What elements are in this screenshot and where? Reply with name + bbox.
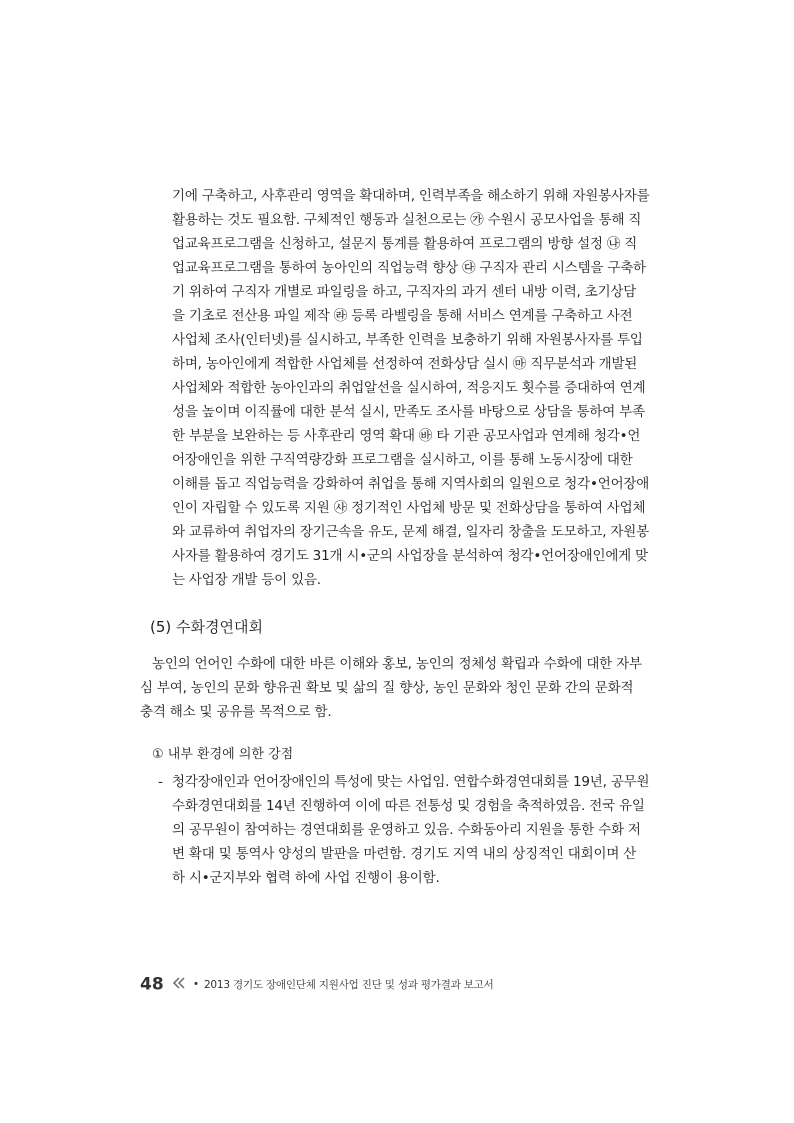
- text-line: 농인의 언어인 수화에 대한 바른 이해와 홍보, 농인의 정체성 확립과 수화에 대한 자부: [152, 656, 642, 672]
- text-line: 한 부분을 보완하는 등 사후관리 영역 확대 ㉳ 타 기관 공모사업과 연계해 청각•언: [172, 428, 641, 444]
- text-line: 는 사업장 개발 등이 있음.: [172, 572, 321, 588]
- text-line: 을 기초로 전산용 파일 제작 ㉱ 등록 라벨링을 통해 서비스 연계를 구축하고 사전: [172, 308, 633, 324]
- text-line: 기 위하여 구직자 개별로 파일링을 하고, 구직자의 과거 센터 내방 이력, 초기상담: [172, 284, 637, 300]
- dash-bullet: -: [158, 774, 163, 790]
- text-line: 하 시•군지부와 협력 하에 사업 진행이 용이함.: [172, 870, 440, 886]
- text-line: 사업체 조사(인터넷)를 실시하고, 부족한 인력을 보충하기 위해 자원봉사자를 투입: [172, 332, 643, 348]
- text-line: 인이 자립할 수 있도록 지원 ㉴ 정기적인 사업체 방문 및 전화상담을 통하여 사업체: [172, 500, 646, 516]
- text-line: 수화경연대회를 14년 진행하여 이에 따른 전통성 및 경험을 축적하였음. 전국 유일: [172, 798, 645, 814]
- text-line: 성을 높이며 이직률에 대한 분석 실시, 만족도 조사를 바탕으로 상담을 통하여 부족: [172, 404, 645, 420]
- section-heading: (5) 수화경연대회: [150, 618, 263, 636]
- text-line: 사업체와 적합한 농아인과의 취업알선을 실시하여, 적응지도 횟수를 증대하여 연계: [172, 380, 646, 396]
- text-line: 변 확대 및 통역사 양성의 발판을 마련함. 경기도 지역 내의 상징적인 대회이며 산: [172, 846, 637, 862]
- text-line: 충격 해소 및 공유를 목적으로 함.: [140, 704, 332, 720]
- subheading: ① 내부 환경에 의한 강점: [152, 747, 294, 762]
- page-footer: [140, 974, 494, 995]
- text-line: 기에 구축하고, 사후관리 영역을 확대하며, 인력부족을 해소하기 위해 자원봉사자를: [172, 188, 650, 204]
- text-line: 청각장애인과 언어장애인의 특성에 맞는 사업임. 연합수화경연대회를 19년, 공무원: [172, 774, 650, 790]
- text-line: 이해를 돕고 직업능력을 강화하여 취업을 통해 지역사회의 일원으로 청각•언어장애: [172, 476, 650, 492]
- text-line: 의 공무원이 참여하는 경연대회를 운영하고 있음. 수화동아리 지원을 통한 수화 저: [172, 822, 641, 838]
- text-line: 어장애인을 위한 구직역량강화 프로그램을 실시하고, 이를 통해 노동시장에 대한: [172, 452, 633, 468]
- chevron-left-icon: [172, 975, 186, 994]
- page-number: 48: [140, 974, 164, 995]
- text-line: 와 교류하여 취업자의 장기근속을 유도, 문제 해결, 일자리 창출을 도모하고, 자원봉: [172, 524, 649, 540]
- text-line: 사자를 활용하여 경기도 31개 시•군의 사업장을 분석하여 청각•언어장애인에게 맞: [172, 548, 648, 564]
- text-line: 심 부여, 농인의 문화 향유권 확보 및 삶의 질 향상, 농인 문화와 청인 문화 간의 문화적: [140, 680, 634, 696]
- text-line: 업교육프로그램을 통하여 농아인의 직업능력 향상 ㉰ 구직자 관리 시스템을 구축하: [172, 260, 646, 276]
- text-line: 업교육프로그램을 신청하고, 설문지 통계를 활용하여 프로그램의 방향 설정 ㉯ 직: [172, 236, 638, 252]
- footer-title: 2013 경기도 장애인단체 지원사업 진단 및 성과 평가결과 보고서: [203, 979, 494, 991]
- text-line: 하며, 농아인에게 적합한 사업체를 선정하여 전화상담 실시 ㉲ 직무분석과 개발된: [172, 356, 638, 372]
- text-line: 활용하는 것도 필요함. 구체적인 행동과 실천으로는 ㉮ 수원시 공모사업을 통해 직: [172, 212, 642, 228]
- footer-bullet: •: [192, 978, 199, 991]
